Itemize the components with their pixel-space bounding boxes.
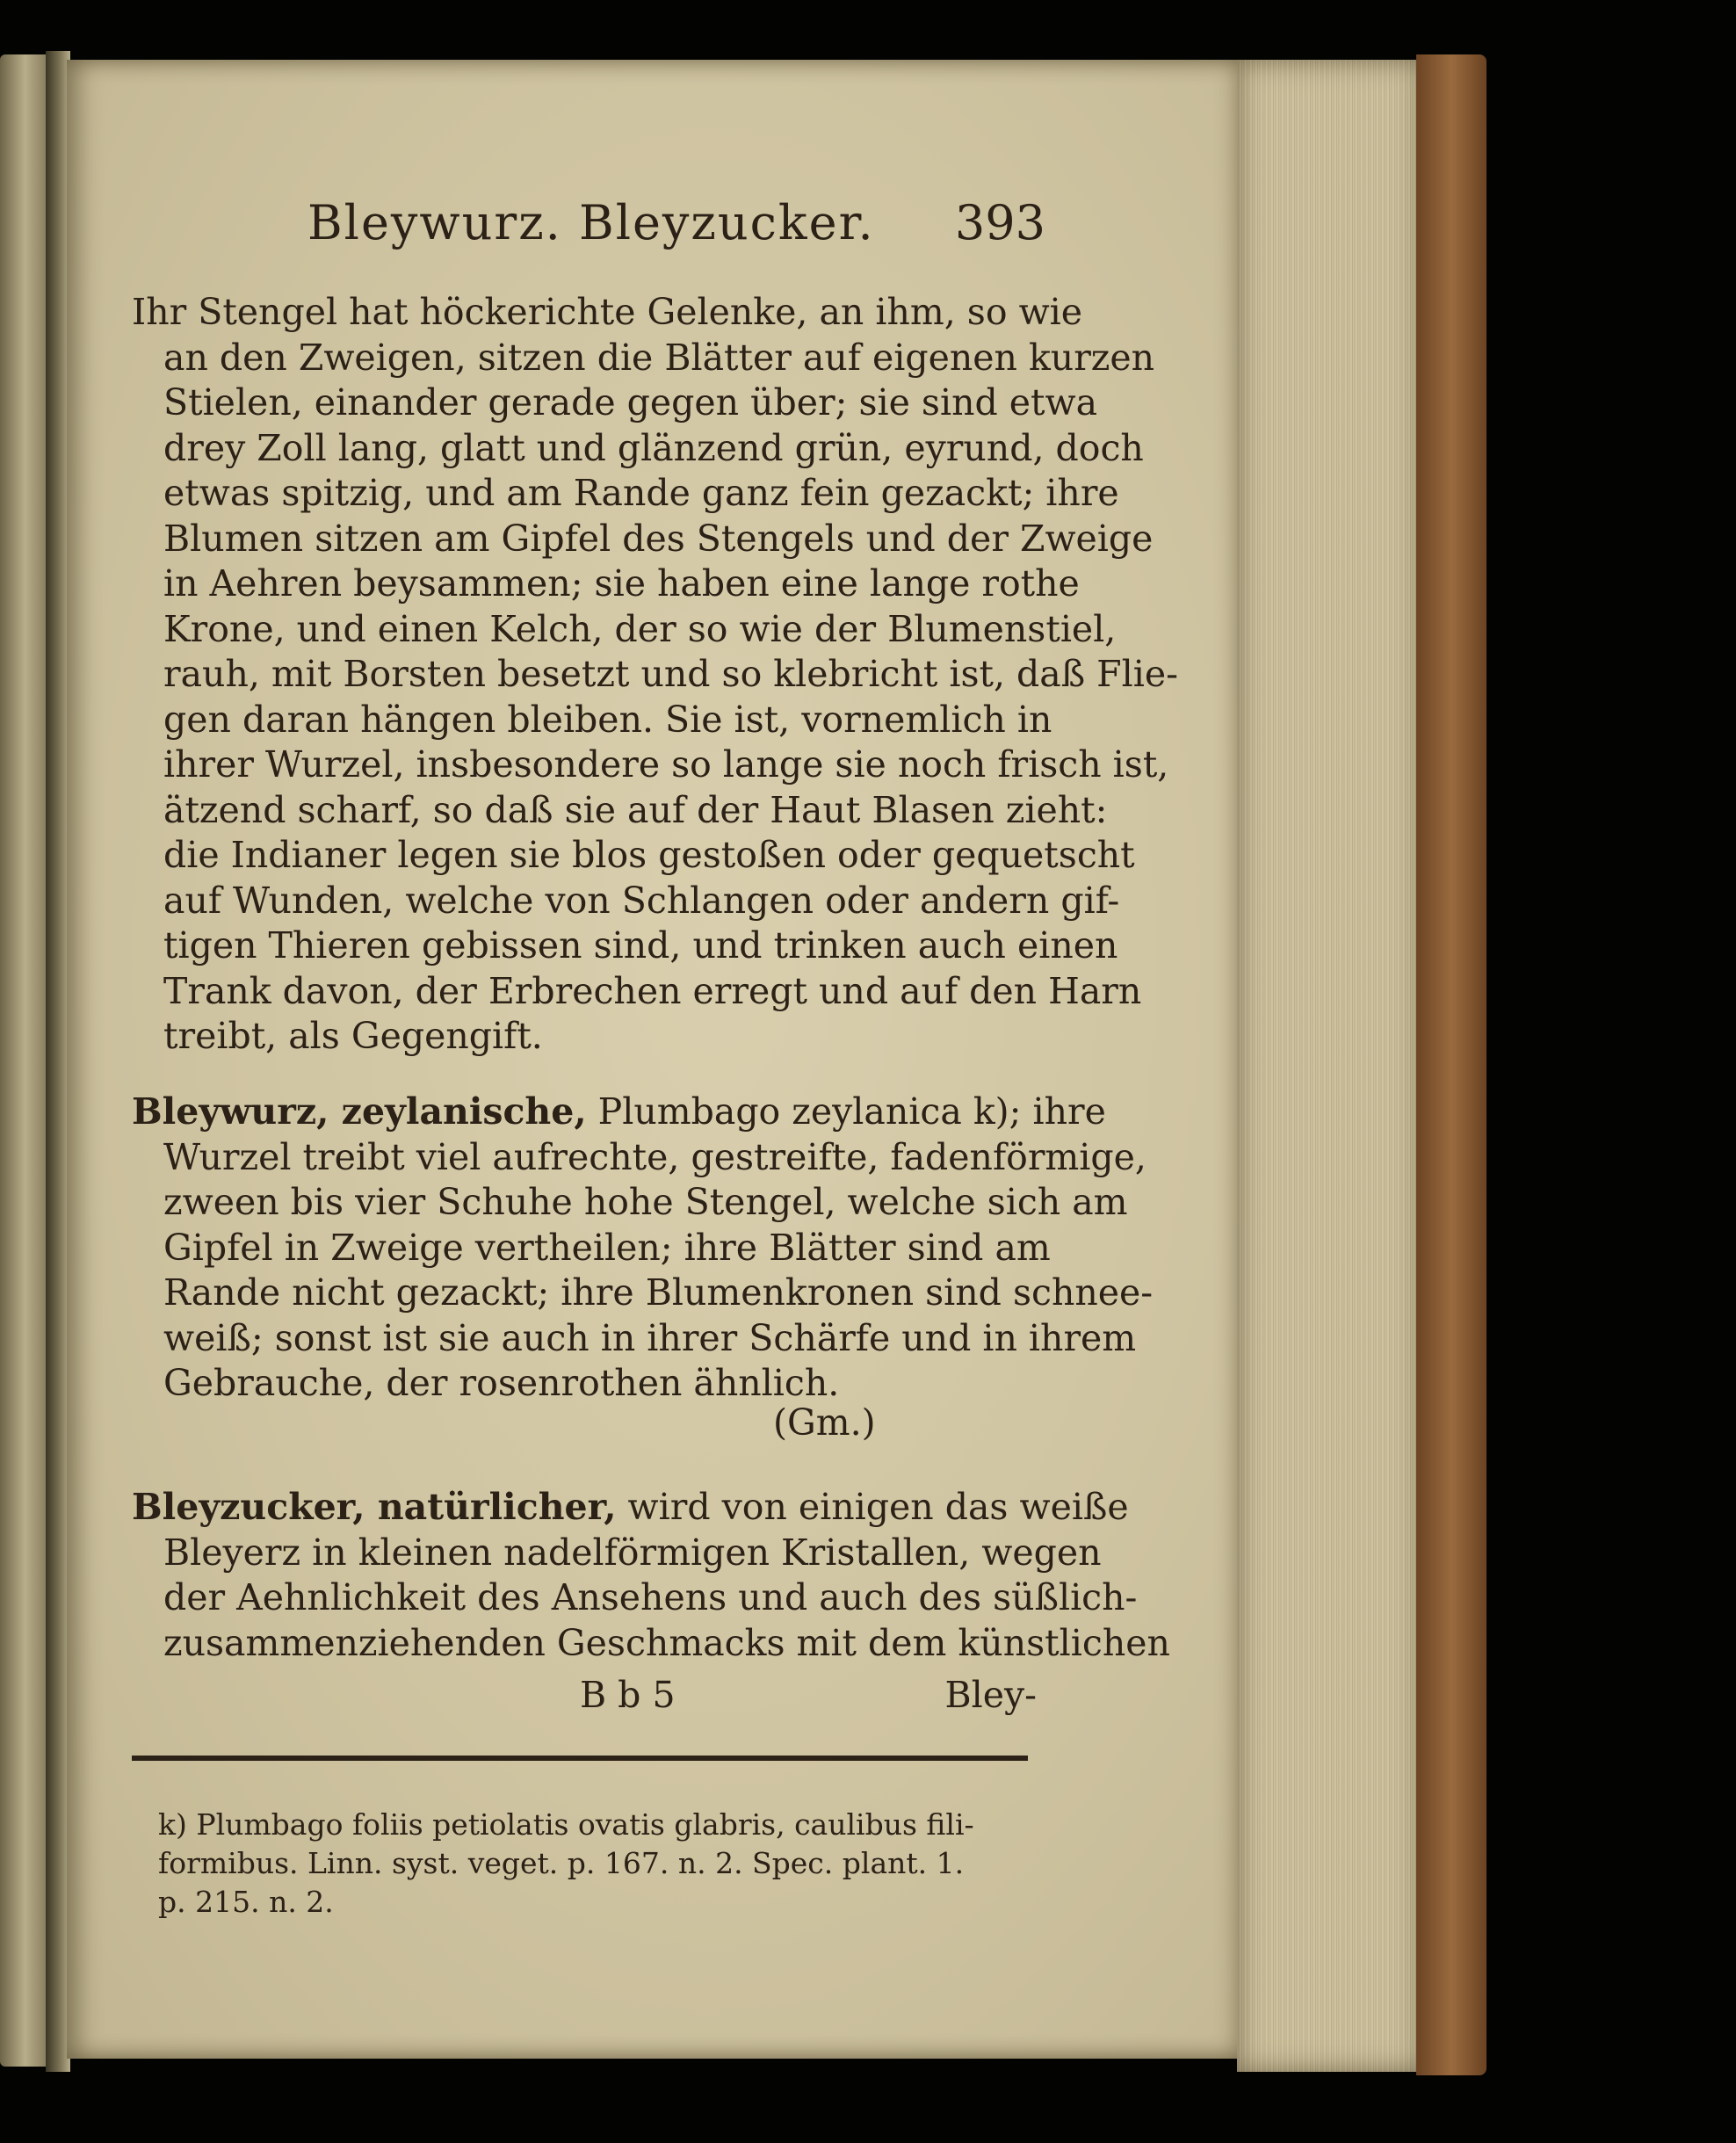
text-line: Rande nicht gezackt; ihre Blumenkronen sind schnee- [163,1271,1154,1314]
text-line: Stielen, einander gerade gegen über; sie sind etwa [163,381,1098,424]
fore-edge [1237,60,1421,2072]
running-head [307,195,1045,257]
text-run: wird von einigen das weiße [616,1486,1129,1528]
text-line: zusammenziehenden Geschmacks mit dem künstlichen [163,1621,1170,1664]
running-head-title: Bleywurz. Bleyzucker. [307,195,875,250]
left-page-edge [0,54,46,2067]
signature-mark: B b 5 [580,1674,676,1716]
text-line: Blumen sitzen am Gipfel des Stengels und der Zweige [163,517,1154,560]
text-line: auf Wunden, welche von Schlangen oder andern gif- [163,879,1120,922]
text-line: Krone, und einen Kelch, der so wie der Blumenstiel, [163,607,1117,650]
text-line: weiß; sonst ist sie auch in ihrer Schärfe und in ihrem [163,1316,1137,1359]
text-line: Gipfel in Zweige vertheilen; ihre Blätter sind am [163,1226,1051,1269]
text-line: an den Zweigen, sitzen die Blätter auf eigenen kurzen [163,336,1155,379]
headword: Bleyzucker, natürlicher, [132,1486,617,1528]
page-number: 393 [954,195,1045,250]
paragraph-2 [132,1090,1154,1407]
text-line [132,1090,1106,1135]
footnote-line: formibus. Linn. syst. veget. p. 167. n. 2. Spec. plant. 1. [158,1846,965,1880]
author-mark: (Gm.) [773,1401,876,1444]
text-line: etwas spitzig, und am Rande ganz fein gezackt; ihre [163,472,1119,514]
text-line: rauh, mit Borsten besetzt und so klebricht ist, daß Flie- [163,653,1178,695]
footnote [158,1806,1037,1922]
signature-line [132,1674,1037,1718]
text-line: Bleyerz in kleinen nadelförmigen Kristallen, wegen [163,1531,1102,1574]
text-line: treibt, als Gegengift. [163,1015,543,1057]
book-cover [1416,54,1486,2075]
text-line: Wurzel treibt viel aufrechte, gestreifte, fadenförmige, [163,1135,1146,1178]
text-line: drey Zoll lang, glatt und glänzend grün, eyrund, doch [163,426,1144,469]
text-line: zween bis vier Schuhe hohe Stengel, welche sich am [163,1181,1128,1223]
text-line: ihrer Wurzel, insbesondere so lange sie noch frisch ist, [163,743,1169,786]
catchword: Bley- [944,1674,1037,1716]
text-line: die Indianer legen sie blos gestoßen oder gequetscht [163,834,1135,876]
text-line: gen daran hängen bleiben. Sie ist, vornemlich in [163,698,1052,741]
footnote-rule [132,1756,1028,1761]
paragraph-3 [132,1485,1170,1666]
footnote-line: k) Plumbago foliis petiolatis ovatis glabris, caulibus fili- [158,1807,974,1842]
text-line [132,1485,1129,1531]
text-line: Gebrauche, der rosenrothen ähnlich. [163,1362,840,1404]
paragraph-1 [132,290,1178,1060]
text-line: Ihr Stengel hat höckerichte Gelenke, an ihm, so wie [132,291,1083,333]
headword: Bleywurz, zeylanische, [132,1090,587,1133]
text-line: tigen Thieren gebissen sind, und trinken auch einen [163,924,1118,967]
text-line: Trank davon, der Erbrechen erregt und auf den Harn [163,969,1142,1012]
text-line: ätzend scharf, so daß sie auf der Haut Blasen zieht: [163,788,1108,831]
footnote-line: p. 215. n. 2. [158,1885,334,1919]
text-line: der Aehnlichkeit des Ansehens und auch des süßlich- [163,1576,1138,1618]
text-line: in Aehren beysammen; sie haben eine lange rothe [163,562,1080,605]
text-run: Plumbago zeylanica k); ihre [586,1090,1106,1133]
